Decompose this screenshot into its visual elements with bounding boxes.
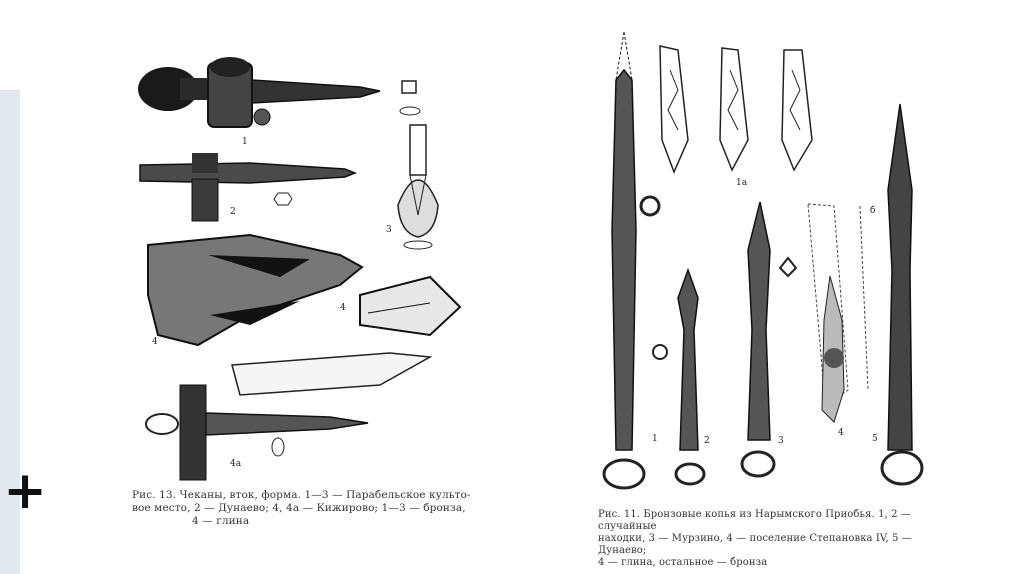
spear-5-drawing	[882, 104, 922, 484]
figure-13-label-4a: 4а	[230, 459, 242, 469]
figure-13-svg	[130, 45, 490, 485]
figure-11-drawing	[598, 30, 948, 500]
spear-4-clay-drawing	[808, 204, 868, 422]
figure-11-caption	[598, 509, 948, 569]
spear-1a-decorated-drawing	[660, 46, 812, 172]
figure-11-label-5: 5	[872, 434, 878, 444]
figure-13-caption-line-2: вое место, 2 — Дунаево; 4, 4а — Кижирово; 1—3 — бронза,	[132, 502, 466, 514]
figure-13-label-2: 2	[230, 207, 236, 217]
figure-13-label-3: 3	[386, 225, 392, 235]
socket-3-drawing	[398, 125, 438, 249]
figure-11-label-1a: 1а	[736, 178, 748, 188]
figure-11-caption-line-1: Рис. 11. Бронзовые копья из Нарымского Приобья. 1, 2 — случайные	[598, 509, 911, 532]
figure-13-drawing	[130, 45, 490, 485]
figure-13-caption-line-3: 4 — глина	[192, 515, 250, 527]
figure-13-label-1: 1	[242, 137, 248, 147]
celt-2-drawing	[140, 153, 355, 221]
spear-1-drawing	[604, 32, 659, 488]
figure-13-label-4-fragment: 4	[340, 303, 346, 313]
hammer-bottom-drawing	[146, 385, 368, 480]
spear-3-drawing	[742, 202, 796, 476]
figure-11-label-4: 4	[838, 428, 844, 438]
figure-11-label-3: 3	[778, 436, 784, 446]
figure-13-label-4: 4	[152, 337, 158, 347]
figure-11-label-2: 2	[704, 436, 710, 446]
figure-11-caption-line-2: находки, 3 — Мурзино, 4 — поселение Степановка IV, 5 — Дунаево;	[598, 533, 912, 556]
celt-1-drawing	[138, 57, 420, 127]
plus-icon: +	[3, 461, 47, 521]
figure-11-label-1: 1	[652, 434, 658, 444]
figure-11-caption-line-3: 4 — глина, остальное — бронза	[598, 557, 768, 568]
figure-11-svg	[598, 30, 948, 500]
figure-13-caption-line-1: Рис. 13. Чеканы, вток, форма. 1—3 — Парабельское культо-	[132, 489, 471, 501]
mould-4a-fragment-drawing	[232, 353, 430, 395]
spear-2-drawing	[653, 270, 704, 484]
mould-4-drawing	[148, 235, 460, 345]
figure-13-caption	[132, 489, 482, 528]
figure-11-label-b: б	[870, 206, 876, 216]
